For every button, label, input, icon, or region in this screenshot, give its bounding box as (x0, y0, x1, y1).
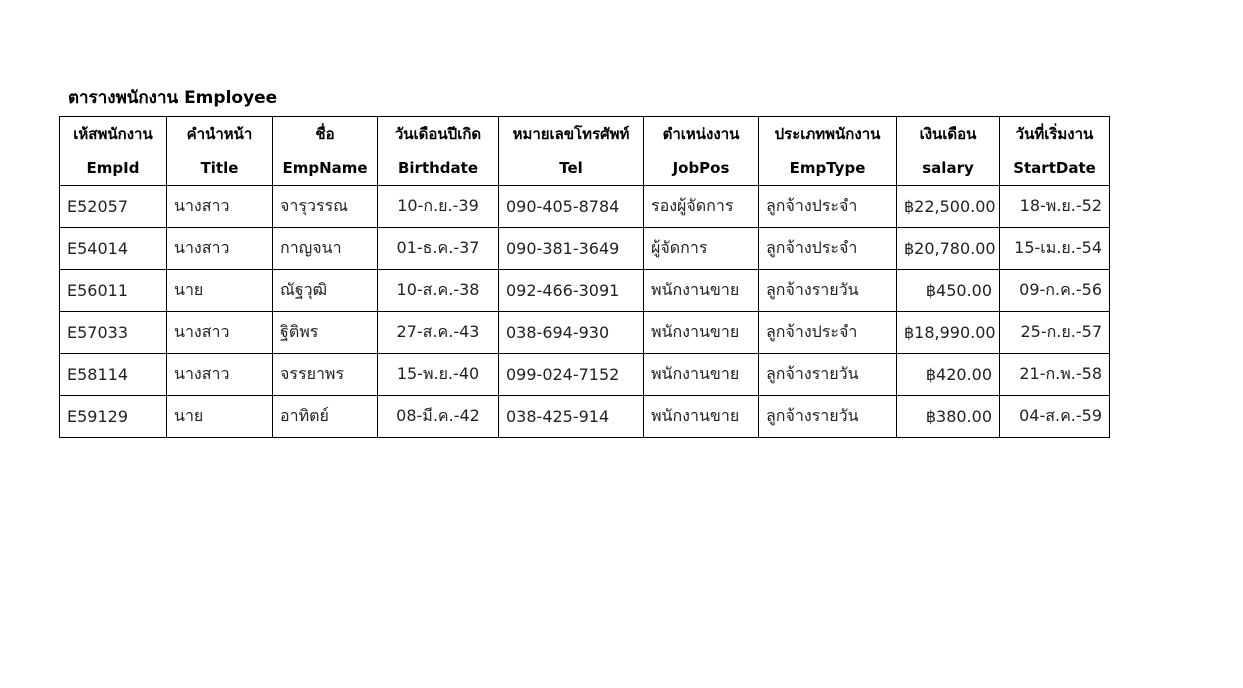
cell-empname: อาทิตย์ (273, 396, 378, 438)
header-label-thai: คำนำหน้า (186, 125, 253, 143)
cell-empid: E58114 (60, 354, 167, 396)
cell-tel: 090-381-3649 (499, 228, 644, 270)
cell-salary: ฿380.00 (897, 396, 1000, 438)
header-salary (897, 117, 1000, 186)
cell-empid: E57033 (60, 312, 167, 354)
cell-empid: E52057 (60, 186, 167, 228)
header-title (167, 117, 273, 186)
cell-title: นางสาว (167, 312, 273, 354)
cell-empid: E59129 (60, 396, 167, 438)
cell-birthdate: 15-พ.ย.-40 (378, 354, 499, 396)
cell-emptype: ลูกจ้างประจำ (759, 312, 897, 354)
cell-empname: จารุวรรณ (273, 186, 378, 228)
header-row (60, 117, 1110, 186)
header-label-en: EmpName (282, 159, 368, 177)
header-label-thai: เห้สพนักงาน (73, 125, 153, 143)
cell-startdate: 09-ก.ค.-56 (1000, 270, 1110, 312)
cell-tel: 038-425-914 (499, 396, 644, 438)
cell-title: นาย (167, 396, 273, 438)
cell-empname: ณัฐวุฒิ (273, 270, 378, 312)
cell-startdate: 18-พ.ย.-52 (1000, 186, 1110, 228)
cell-title: นางสาว (167, 228, 273, 270)
table-row (60, 396, 1110, 438)
header-label-thai: ตำเหน่งงาน (662, 125, 740, 143)
header-label-thai: วันเดือนปีเกิด (394, 125, 482, 143)
cell-title: นาย (167, 270, 273, 312)
cell-jobpos: พนักงานขาย (644, 396, 759, 438)
cell-emptype: ลูกจ้างรายวัน (759, 396, 897, 438)
cell-empname: ฐิติพร (273, 312, 378, 354)
table-row (60, 354, 1110, 396)
header-startdate (1000, 117, 1110, 186)
cell-empname: จรรยาพร (273, 354, 378, 396)
cell-title: นางสาว (167, 186, 273, 228)
cell-emptype: ลูกจ้างประจำ (759, 186, 897, 228)
page-title: ตารางพนักงาน Employee (68, 88, 278, 108)
header-label-en: StartDate (1013, 159, 1096, 177)
cell-salary: ฿18,990.00 (897, 312, 1000, 354)
header-birthdate (378, 117, 499, 186)
cell-jobpos: รองผู้จัดการ (644, 186, 759, 228)
header-label-en: EmpId (86, 159, 140, 177)
cell-tel: 092-466-3091 (499, 270, 644, 312)
header-label-thai: วันที่เริ่มงาน (1015, 125, 1094, 143)
header-tel (499, 117, 644, 186)
table-row (60, 228, 1110, 270)
cell-emptype: ลูกจ้างรายวัน (759, 270, 897, 312)
header-label-thai: ชื่อ (315, 125, 335, 143)
cell-startdate: 15-เม.ย.-54 (1000, 228, 1110, 270)
header-empname (273, 117, 378, 186)
cell-emptype: ลูกจ้างรายวัน (759, 354, 897, 396)
header-label-en: salary (922, 159, 974, 177)
cell-startdate: 21-ก.พ.-58 (1000, 354, 1110, 396)
employee-table (59, 116, 1110, 438)
cell-empname: กาญจนา (273, 228, 378, 270)
header-empid (60, 117, 167, 186)
cell-birthdate: 10-ส.ค.-38 (378, 270, 499, 312)
cell-tel: 099-024-7152 (499, 354, 644, 396)
header-label-en: Birthdate (397, 159, 479, 177)
header-label-en: Tel (559, 159, 583, 177)
cell-tel: 090-405-8784 (499, 186, 644, 228)
cell-jobpos: พนักงานขาย (644, 354, 759, 396)
cell-salary: ฿450.00 (897, 270, 1000, 312)
cell-salary: ฿20,780.00 (897, 228, 1000, 270)
cell-salary: ฿420.00 (897, 354, 1000, 396)
cell-birthdate: 10-ก.ย.-39 (378, 186, 499, 228)
header-jobpos (644, 117, 759, 186)
cell-birthdate: 01-ธ.ค.-37 (378, 228, 499, 270)
cell-jobpos: พนักงานขาย (644, 270, 759, 312)
cell-empid: E56011 (60, 270, 167, 312)
header-label-en: JobPos (672, 159, 730, 177)
cell-emptype: ลูกจ้างประจำ (759, 228, 897, 270)
table-header (60, 117, 1110, 186)
table-row (60, 186, 1110, 228)
cell-tel: 038-694-930 (499, 312, 644, 354)
cell-startdate: 04-ส.ค.-59 (1000, 396, 1110, 438)
header-label-thai: เงินเดือน (919, 125, 977, 143)
cell-birthdate: 27-ส.ค.-43 (378, 312, 499, 354)
header-label-en: Title (200, 159, 239, 177)
header-label-thai: หมายเลขโทรศัพท์ (512, 125, 630, 143)
cell-startdate: 25-ก.ย.-57 (1000, 312, 1110, 354)
header-emptype (759, 117, 897, 186)
cell-salary: ฿22,500.00 (897, 186, 1000, 228)
header-label-en: EmpType (789, 159, 866, 177)
cell-birthdate: 08-มี.ค.-42 (378, 396, 499, 438)
cell-jobpos: ผู้จัดการ (644, 228, 759, 270)
table-row (60, 312, 1110, 354)
header-label-thai: ประเภทพนักงาน (774, 125, 881, 143)
cell-jobpos: พนักงานขาย (644, 312, 759, 354)
cell-empid: E54014 (60, 228, 167, 270)
table-row (60, 270, 1110, 312)
cell-title: นางสาว (167, 354, 273, 396)
table-body (60, 186, 1110, 438)
